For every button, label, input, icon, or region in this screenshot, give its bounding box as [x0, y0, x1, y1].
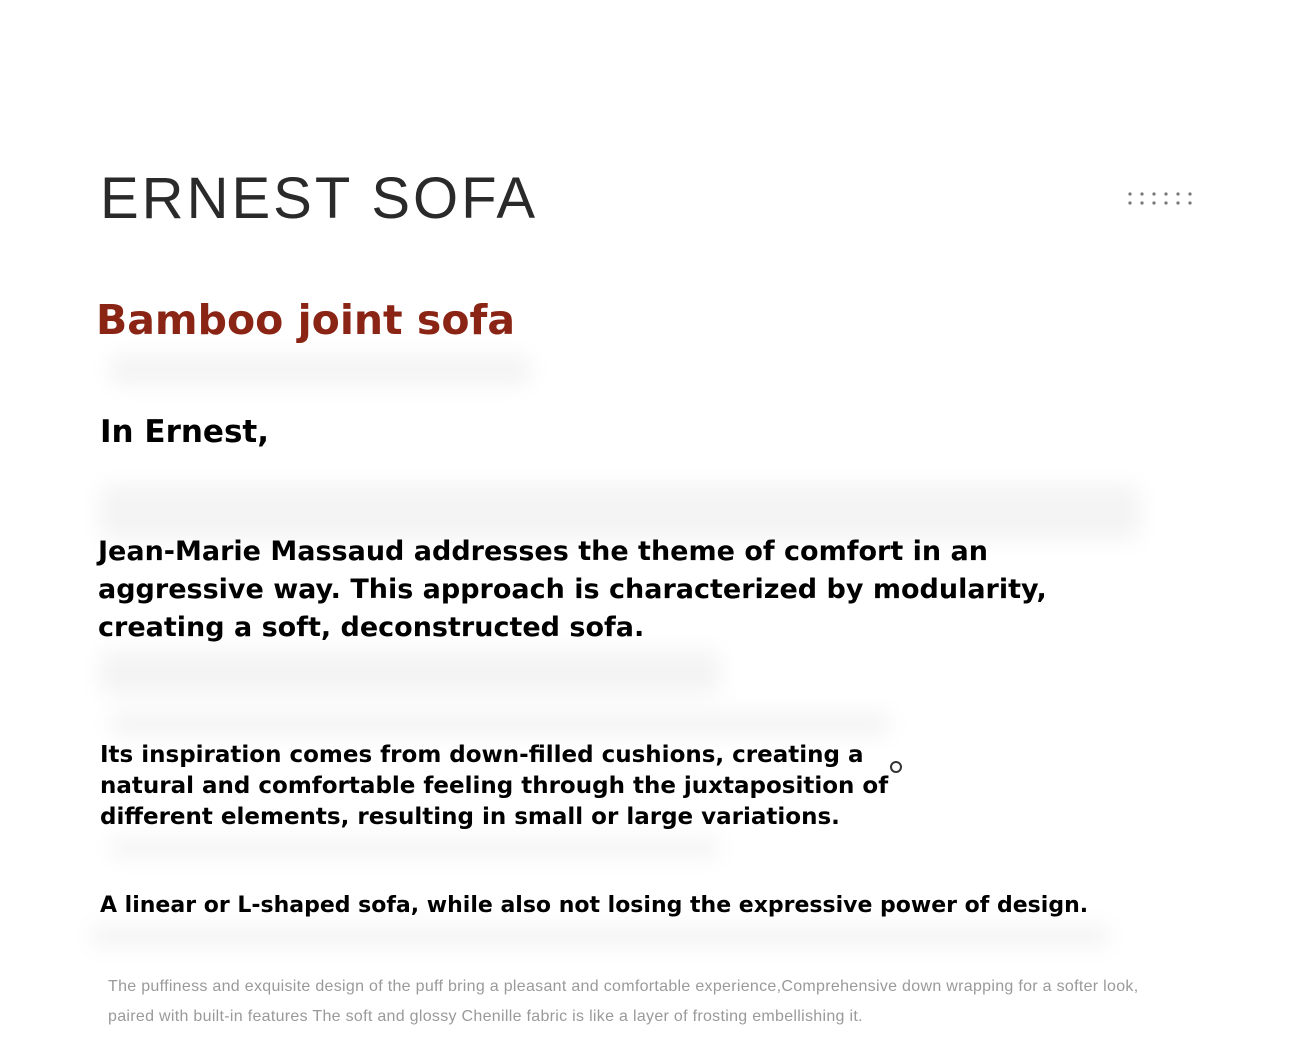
- background-smudge: [100, 485, 1140, 540]
- footnote-text: The puffiness and exquisite design of the puff bring a pleasant and comfortable experience,Comprehensive down wrapping for a softer look, paired with built-in features The soft and glossy Chenille fabric is like a layer of frosting embellishing it.: [108, 978, 1139, 1025]
- background-smudge: [110, 712, 890, 736]
- description-paragraph-1: Jean-Marie Massaud addresses the theme of comfort in an aggressive way. This approach is characterized by modularity, creating a soft, deconstructed sofa.: [98, 536, 1047, 643]
- lead-text: In Ernest,: [100, 414, 270, 450]
- background-smudge: [110, 838, 720, 858]
- background-smudge: [110, 355, 530, 385]
- circle-bullet-icon: [890, 761, 902, 773]
- background-smudge: [100, 650, 720, 695]
- dots-grid-icon: [1127, 190, 1199, 208]
- page-title: ERNEST SOFA: [100, 166, 539, 231]
- description-paragraph-2: Its inspiration comes from down-filled cushions, creating a natural and comfortable feeling through the juxtaposition of different elements, resulting in small or large variations.: [100, 742, 889, 830]
- description-paragraph-3: A linear or L-shaped sofa, while also not losing the expressive power of design.: [100, 893, 1089, 918]
- product-subtitle: Bamboo joint sofa: [96, 296, 516, 344]
- background-smudge: [90, 925, 1110, 947]
